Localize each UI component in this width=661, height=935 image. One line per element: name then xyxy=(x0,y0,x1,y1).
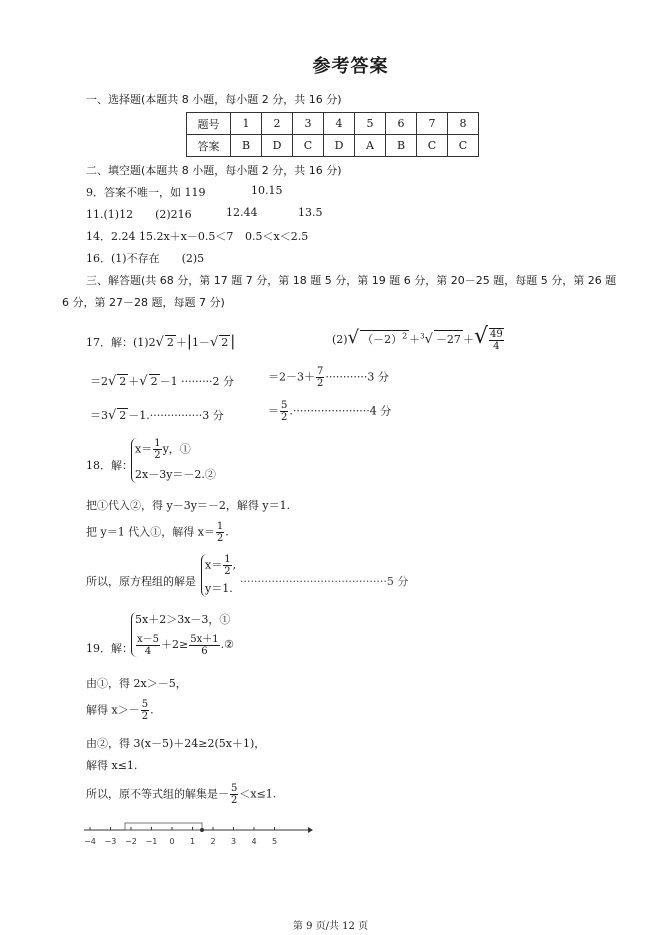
number-line-tick-label: −1 xyxy=(145,837,158,846)
q17-label: 17．解：(1)2 xyxy=(86,336,156,349)
solution-endpoint-closed xyxy=(200,828,204,832)
table-cell: 5 xyxy=(355,113,386,135)
number-line xyxy=(82,818,314,852)
table-cell: B xyxy=(231,135,262,157)
table-row-answers xyxy=(187,135,479,157)
q18-step2: 把 y＝1 代入①，解得 x＝ $\frac{1}{2}$ . xyxy=(86,521,229,544)
q18-conclusion: 所以，原方程组的解是 xyxy=(86,575,196,588)
fill-q10: 10.15 xyxy=(251,184,283,197)
q19-step2: 解得 x＞－ $\frac{5}{2}$ . xyxy=(86,699,154,722)
table-head-number: 题号 xyxy=(187,113,231,135)
fill-q12: 12.44 xyxy=(226,206,258,219)
fill-q13: 13.5 xyxy=(298,206,323,219)
page-footer: 第 9 页/共 12 页 xyxy=(292,921,369,932)
table-cell: A xyxy=(355,135,386,157)
fill-q14: 14．2.24 15.2x＋x－0.5＜7 xyxy=(86,230,234,243)
table-cell: 4 xyxy=(324,113,355,135)
q17-step2-left: ＝3√ 2 －1.···············3 分 xyxy=(90,408,224,423)
table-head-answer: 答案 xyxy=(187,135,231,157)
q18-score: ··········································5 分 xyxy=(240,575,409,588)
q19-system: 5x＋2＞3x－3，① $\frac{x-5}{4}$ ＋2≥ $\frac{5x+1}{6}$ .② xyxy=(131,612,234,657)
number-line-tick-label: 1 xyxy=(189,837,196,846)
table-cell: C xyxy=(448,135,479,157)
q19-step5: 所以，原不等式组的解集是－ $\frac{5}{2}$ ＜x≤1. xyxy=(86,783,277,806)
number-line-tick-label: −4 xyxy=(84,837,96,846)
q19-step1: 由①，得 2x＞－5， xyxy=(86,677,187,690)
table-cell: 1 xyxy=(231,113,262,135)
number-line-tick-label: 4 xyxy=(251,837,257,846)
q17-part2: (2)√ $(-2)^2 +^3√ -27$ ＋√ $\frac{49}{4}$ xyxy=(332,324,503,352)
q17-step1-left: ＝2√ 2 ＋√ 2 －1 ·········2 分 xyxy=(90,374,235,389)
answer-table xyxy=(186,112,479,157)
table-cell: 6 xyxy=(386,113,417,135)
q18-step1: 把①代入②，得 y－3y＝－2，解得 y＝1. xyxy=(86,499,291,512)
table-cell: 2 xyxy=(262,113,293,135)
solution-range xyxy=(125,823,202,830)
fill-q9: 9．答案不唯一，如 119 xyxy=(86,186,206,199)
q17-part1: 17．解：(1)2√ 2 ＋|1－√ 2 | xyxy=(86,332,236,350)
page-title: 参考答案 xyxy=(312,56,389,77)
number-line-tick-label: 3 xyxy=(230,837,237,846)
number-line-arrow xyxy=(308,827,313,833)
table-cell: 8 xyxy=(448,113,479,135)
number-line-tick-label: 5 xyxy=(271,837,278,846)
q17-step2-right: ＝ $\frac{5}{2}$ .······················4 分 xyxy=(268,400,392,423)
table-cell: B xyxy=(386,135,417,157)
q17-step1-right: ＝2－3＋ $\frac{7}{2}$ ············3 分 xyxy=(268,366,389,389)
table-cell: D xyxy=(262,135,293,157)
number-line-tick-label: −2 xyxy=(125,837,137,846)
number-line-tick-label: −3 xyxy=(104,837,117,846)
q19-step3: 由②，得 3(x－5)＋24≥2(5x＋1)， xyxy=(86,737,266,750)
section-solve-heading: 三、解答题(共 68 分，第 17 题 7 分，第 18 题 5 分，第 19 题 6 分，第 20－25 题，每题 5 分，第 26 题 xyxy=(86,274,617,287)
q19-label: 19．解： xyxy=(86,642,133,655)
table-cell: C xyxy=(417,135,448,157)
q19-step4: 解得 x≤1. xyxy=(86,759,138,772)
number-line-tick-label: 2 xyxy=(210,837,216,846)
section-solve-heading-cont: 6 分，第 27－28 题，每题 7 分) xyxy=(62,296,225,309)
q18-label: 18．解： xyxy=(86,459,133,472)
q18-system: x＝ $\frac{1}{2}$ y，① 2x－3y＝－2.② xyxy=(131,438,216,483)
section-choice-heading: 一、选择题(本题共 8 小题，每小题 2 分，共 16 分) xyxy=(86,93,342,106)
fill-q16: 16．(1)不存在 (2)5 xyxy=(86,252,205,265)
table-cell: C xyxy=(293,135,324,157)
table-cell: 7 xyxy=(417,113,448,135)
number-line-tick-label: 0 xyxy=(169,837,175,846)
fill-q15: 0.5＜x＜2.5 xyxy=(245,230,309,243)
table-cell: 3 xyxy=(293,113,324,135)
table-row-numbers xyxy=(187,113,479,135)
section-fill-heading: 二、填空题(本题共 8 小题，每小题 2 分，共 16 分) xyxy=(86,164,342,177)
fill-q11: 11.(1)12 (2)216 xyxy=(86,208,192,221)
table-cell: D xyxy=(324,135,355,157)
q18-solution: x＝ $\frac{1}{2}$ , y＝1. xyxy=(201,554,236,597)
